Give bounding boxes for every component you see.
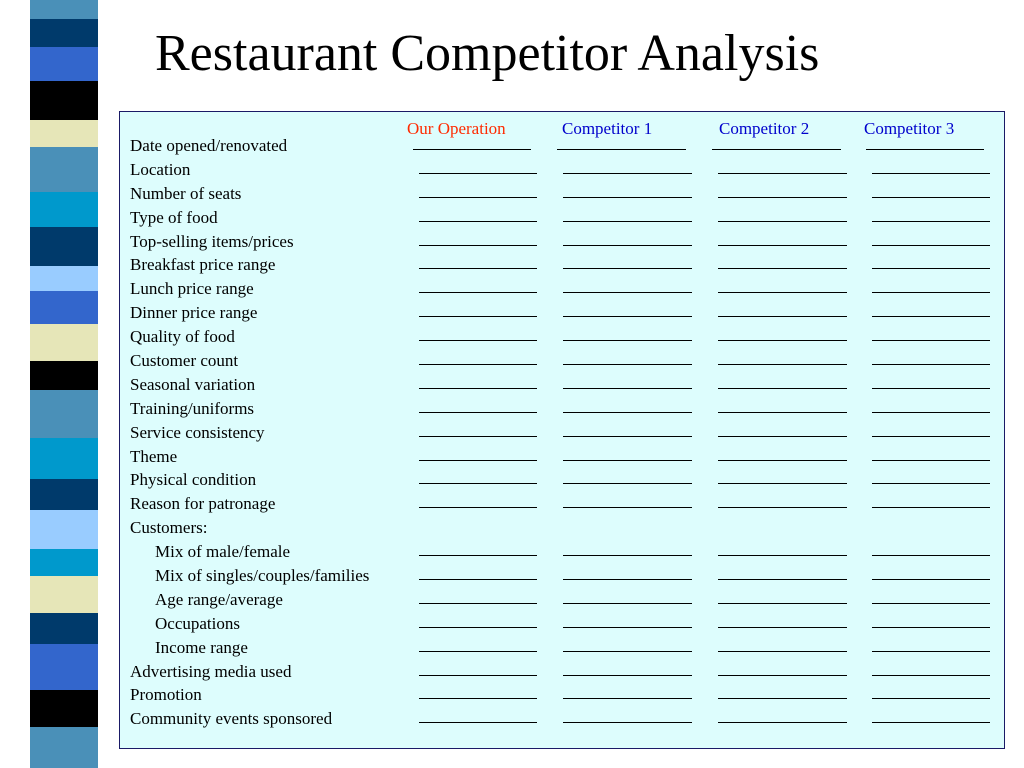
blank-field-our[interactable] <box>419 197 537 198</box>
form-row <box>130 325 1004 349</box>
blank-field-c3[interactable] <box>872 698 990 699</box>
stripe-segment <box>30 227 98 266</box>
stripe-segment <box>30 438 98 479</box>
row-label: Advertising media used <box>130 661 292 681</box>
blank-field-c2[interactable] <box>718 197 847 198</box>
blank-field-c1[interactable] <box>563 603 692 604</box>
form-row <box>130 253 1004 277</box>
row-label: Income range <box>155 637 248 657</box>
blank-field-c1[interactable] <box>563 292 692 293</box>
blank-field-c2[interactable] <box>718 221 847 222</box>
blank-field-c2[interactable] <box>718 292 847 293</box>
column-header-c2: Competitor 2 <box>719 119 810 138</box>
row-label: Mix of singles/couples/families <box>155 566 370 586</box>
form-row <box>130 588 1004 612</box>
row-label: Lunch price range <box>130 279 254 299</box>
blank-field-c2[interactable] <box>712 149 841 150</box>
blank-field-our[interactable] <box>419 555 537 556</box>
blank-field-c2[interactable] <box>718 364 847 365</box>
blank-field-c3[interactable] <box>872 460 990 461</box>
row-label: Training/uniforms <box>130 398 255 418</box>
blank-field-our[interactable] <box>419 460 537 461</box>
column-header-c3: Competitor 3 <box>864 119 955 138</box>
blank-field-c3[interactable] <box>872 627 990 628</box>
blank-field-c1[interactable] <box>563 412 692 413</box>
blank-field-c3[interactable] <box>872 436 990 437</box>
blank-field-our[interactable] <box>419 221 537 222</box>
blank-field-c2[interactable] <box>718 675 847 676</box>
row-label: Number of seats <box>130 183 242 203</box>
blank-field-our[interactable] <box>419 173 537 174</box>
blank-field-c1[interactable] <box>563 173 692 174</box>
blank-field-our[interactable] <box>419 603 537 604</box>
blank-field-our[interactable] <box>419 579 537 580</box>
form-row <box>130 636 1004 660</box>
form-row <box>130 660 1004 684</box>
row-label: Breakfast price range <box>130 255 276 275</box>
blank-field-c2[interactable] <box>718 603 847 604</box>
row-label: Customer count <box>130 351 239 371</box>
blank-field-c1[interactable] <box>563 460 692 461</box>
page-title: Restaurant Competitor Analysis <box>155 25 820 82</box>
blank-field-c1[interactable] <box>563 627 692 628</box>
stripe-segment <box>30 549 98 576</box>
form-row <box>130 612 1004 636</box>
form-row <box>130 468 1004 492</box>
blank-field-c3[interactable] <box>872 268 990 269</box>
stripe-segment <box>30 479 98 510</box>
form-row <box>130 158 1004 182</box>
form-row <box>130 707 1004 731</box>
stripe-segment <box>30 390 98 437</box>
row-label: Community events sponsored <box>130 709 333 729</box>
blank-field-c3[interactable] <box>872 173 990 174</box>
stripe-segment <box>30 361 98 390</box>
row-label: Occupations <box>155 613 240 633</box>
stripe-segment <box>30 120 98 147</box>
stripe-segment <box>30 727 98 768</box>
blank-field-c3[interactable] <box>872 292 990 293</box>
blank-field-our[interactable] <box>419 675 537 676</box>
blank-field-c3[interactable] <box>872 197 990 198</box>
stripe-segment <box>30 291 98 324</box>
row-label: Top-selling items/prices <box>130 231 294 251</box>
blank-field-c2[interactable] <box>718 698 847 699</box>
form-row <box>130 421 1004 445</box>
stripe-segment <box>30 192 98 227</box>
row-label: Mix of male/female <box>155 542 291 562</box>
blank-field-c2[interactable] <box>718 436 847 437</box>
blank-field-c1[interactable] <box>563 197 692 198</box>
stripe-segment <box>30 0 98 19</box>
row-label: Dinner price range <box>130 303 258 323</box>
blank-field-our[interactable] <box>413 149 531 150</box>
form-rows <box>130 134 1004 731</box>
blank-field-our[interactable] <box>419 483 537 484</box>
blank-field-our[interactable] <box>419 388 537 389</box>
form-row <box>130 445 1004 469</box>
blank-field-c3[interactable] <box>872 555 990 556</box>
blank-field-c3[interactable] <box>872 412 990 413</box>
blank-field-c2[interactable] <box>718 483 847 484</box>
blank-field-c3[interactable] <box>872 722 990 723</box>
form-row <box>130 683 1004 707</box>
blank-field-c1[interactable] <box>563 221 692 222</box>
blank-field-c1[interactable] <box>563 364 692 365</box>
blank-field-our[interactable] <box>419 364 537 365</box>
blank-field-c1[interactable] <box>563 698 692 699</box>
stripe-segment <box>30 81 98 120</box>
stripe-segment <box>30 576 98 613</box>
blank-field-our[interactable] <box>419 436 537 437</box>
blank-field-c3[interactable] <box>872 316 990 317</box>
row-label: Seasonal variation <box>130 374 256 394</box>
blank-field-c1[interactable] <box>563 507 692 508</box>
blank-field-our[interactable] <box>419 245 537 246</box>
column-header-our: Our Operation <box>407 119 506 138</box>
blank-field-c2[interactable] <box>718 412 847 413</box>
form-row <box>130 206 1004 230</box>
blank-field-c2[interactable] <box>718 340 847 341</box>
blank-field-c3[interactable] <box>872 483 990 484</box>
row-label: Promotion <box>130 685 202 705</box>
blank-field-c1[interactable] <box>563 388 692 389</box>
blank-field-our[interactable] <box>419 627 537 628</box>
blank-field-c1[interactable] <box>563 722 692 723</box>
row-label: Physical condition <box>130 470 257 490</box>
blank-field-c1[interactable] <box>563 555 692 556</box>
blank-field-c1[interactable] <box>563 340 692 341</box>
blank-field-c1[interactable] <box>563 436 692 437</box>
blank-field-c2[interactable] <box>718 268 847 269</box>
blank-field-c2[interactable] <box>718 627 847 628</box>
blank-field-c3[interactable] <box>872 340 990 341</box>
row-label: Service consistency <box>130 422 265 442</box>
form-row <box>130 349 1004 373</box>
stripe-segment <box>30 324 98 361</box>
decorative-stripe <box>30 0 98 768</box>
blank-field-c3[interactable] <box>872 245 990 246</box>
form-row <box>130 277 1004 301</box>
blank-field-c2[interactable] <box>718 460 847 461</box>
blank-field-our[interactable] <box>419 412 537 413</box>
blank-field-c2[interactable] <box>718 579 847 580</box>
blank-field-our[interactable] <box>419 268 537 269</box>
blank-field-c1[interactable] <box>563 245 692 246</box>
row-label: Customers: <box>130 518 208 538</box>
blank-field-our[interactable] <box>419 722 537 723</box>
stripe-segment <box>30 19 98 48</box>
blank-field-c1[interactable] <box>563 675 692 676</box>
blank-field-c1[interactable] <box>563 316 692 317</box>
column-header-c1: Competitor 1 <box>562 119 653 138</box>
stripe-segment <box>30 147 98 192</box>
blank-field-our[interactable] <box>419 340 537 341</box>
row-label: Quality of food <box>130 327 235 347</box>
blank-field-c1[interactable] <box>563 483 692 484</box>
blank-field-c3[interactable] <box>866 149 984 150</box>
form-row <box>130 516 1004 540</box>
row-label: Theme <box>130 446 178 466</box>
blank-field-our[interactable] <box>419 292 537 293</box>
blank-field-c3[interactable] <box>872 675 990 676</box>
blank-field-c2[interactable] <box>718 722 847 723</box>
form-row <box>130 397 1004 421</box>
blank-field-c3[interactable] <box>872 221 990 222</box>
blank-field-c3[interactable] <box>872 579 990 580</box>
stripe-segment <box>30 644 98 689</box>
blank-field-c2[interactable] <box>718 316 847 317</box>
blank-field-c1[interactable] <box>563 579 692 580</box>
stripe-segment <box>30 266 98 291</box>
row-label: Reason for patronage <box>130 494 276 514</box>
blank-field-c2[interactable] <box>718 651 847 652</box>
blank-field-our[interactable] <box>419 507 537 508</box>
blank-field-our[interactable] <box>419 698 537 699</box>
stripe-segment <box>30 510 98 549</box>
stripe-segment <box>30 613 98 644</box>
blank-field-c2[interactable] <box>718 507 847 508</box>
blank-field-c1[interactable] <box>557 149 686 150</box>
row-label: Date opened/renovated <box>130 136 288 155</box>
blank-field-c3[interactable] <box>872 651 990 652</box>
form-row <box>130 540 1004 564</box>
blank-field-c1[interactable] <box>563 268 692 269</box>
form-row <box>130 301 1004 325</box>
row-label: Age range/average <box>155 589 283 609</box>
blank-field-our[interactable] <box>419 651 537 652</box>
blank-field-c3[interactable] <box>872 364 990 365</box>
form-row <box>130 492 1004 516</box>
blank-field-c3[interactable] <box>872 507 990 508</box>
stripe-segment <box>30 690 98 727</box>
blank-field-c2[interactable] <box>718 388 847 389</box>
blank-field-c3[interactable] <box>872 603 990 604</box>
form-row <box>130 134 1004 158</box>
analysis-form-panel <box>119 111 1005 749</box>
row-label: Location <box>130 159 191 179</box>
blank-field-c3[interactable] <box>872 388 990 389</box>
blank-field-c2[interactable] <box>718 245 847 246</box>
blank-field-c1[interactable] <box>563 651 692 652</box>
form-row <box>130 373 1004 397</box>
blank-field-our[interactable] <box>419 316 537 317</box>
blank-field-c2[interactable] <box>718 173 847 174</box>
form-row <box>130 230 1004 254</box>
stripe-segment <box>30 47 98 80</box>
form-row <box>130 564 1004 588</box>
blank-field-c2[interactable] <box>718 555 847 556</box>
row-label: Type of food <box>130 207 218 227</box>
form-row <box>130 182 1004 206</box>
